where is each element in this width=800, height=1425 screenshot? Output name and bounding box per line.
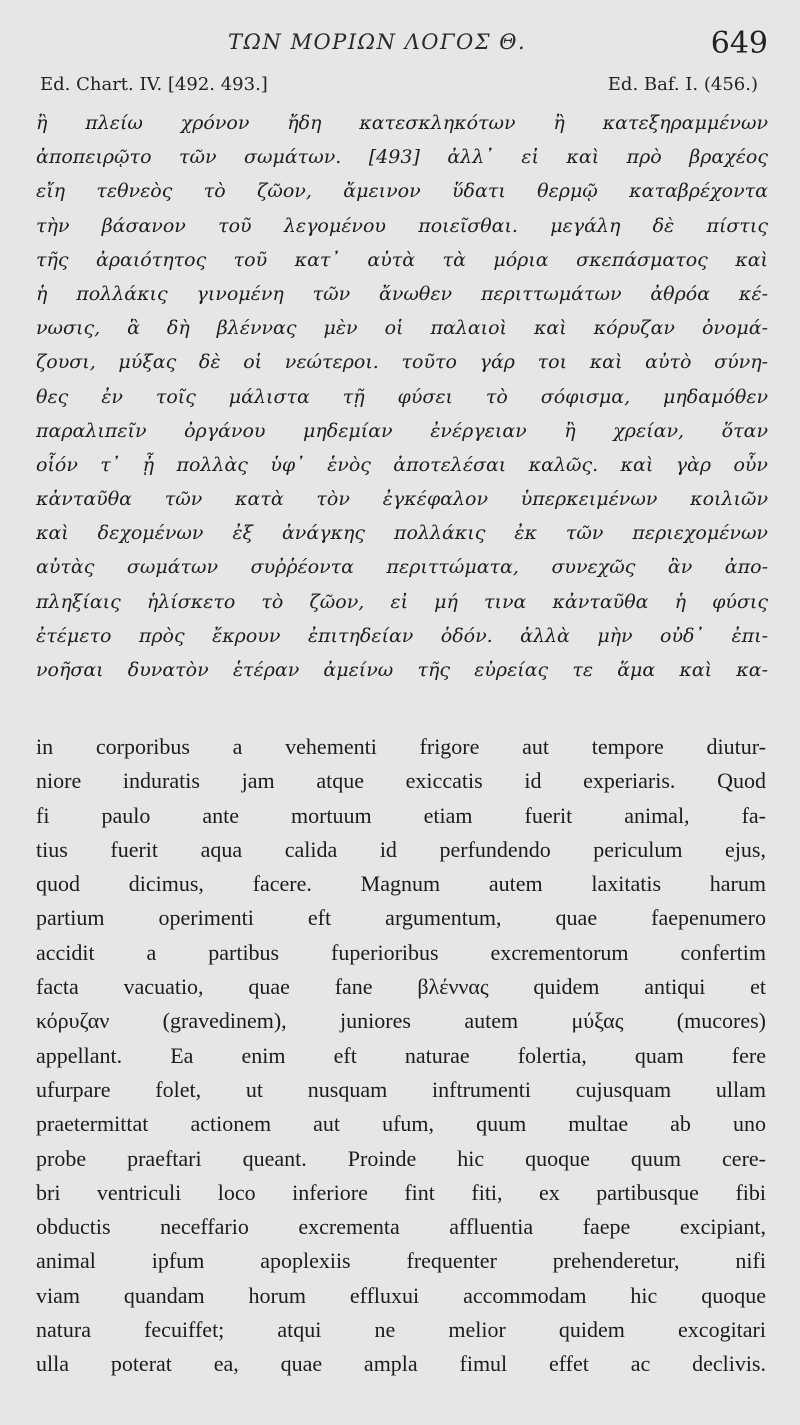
latin-line: quod dicimus, facere. Magnum autem laxitatis harum — [36, 871, 766, 897]
greek-line: οἷόν τ᾽ ᾖ πολλὰς ὑφ᾽ ἑνὸς ἀποτελέσαι καλῶς. καὶ γὰρ οὖν — [36, 453, 768, 476]
latin-line: ulla poterat ea, quae ampla fimul effet ac declivis. — [36, 1351, 766, 1377]
latin-line: animal ipfum apoplexiis frequenter prehenderetur, nifi — [36, 1248, 766, 1274]
greek-line: θες ἐν τοῖς μάλιστα τῇ φύσει τὸ σόφισμα, μηδαμόθεν — [36, 385, 768, 408]
latin-line: facta vacuatio, quae fane βλέννας quidem antiqui et — [36, 974, 766, 1000]
latin-line: probe praeftari queant. Proinde hic quoque quum cere- — [36, 1145, 766, 1171]
greek-line: τὴν βάσανον τοῦ λεγομένου ποιεῖσθαι. μεγάλη δὲ πίστις — [36, 214, 768, 237]
greek-text-block — [36, 106, 768, 687]
latin-line: fi paulo ante mortuum etiam fuerit animal, fa- — [36, 802, 766, 828]
greek-line: νοῆσαι δυνατὸν ἑτέραν ἀμείνω τῆς εὐρείας τε ἅμα καὶ κα- — [36, 659, 768, 681]
edition-basel-reference: Ed. Baf. I. (456.) — [607, 74, 758, 95]
greek-line: κἀνταῦθα τῶν κατὰ τὸν ἐγκέφαλον ὑπερκειμένων κοιλιῶν — [36, 488, 768, 511]
greek-line: ἀποπειρῷτο τῶν σωμάτων. [493] ἀλλ᾽ εἰ καὶ πρὸ βραχέος — [36, 146, 768, 169]
latin-line: viam quandam horum effluxui accommodam hic quoque — [36, 1282, 766, 1308]
latin-line: κόρυζαν (gravedinem), juniores autem μύξας (mucores) — [36, 1008, 766, 1034]
latin-line: natura fecuiffet; atqui ne melior quidem excogitari — [36, 1317, 766, 1343]
latin-line: obductis neceffario excrementa affluentia faepe excipiant, — [36, 1214, 766, 1240]
greek-line: εἴη τεθνεὸς τὸ ζῶον, ἄμεινον ὕδατι θερμῷ καταβρέχοντα — [36, 180, 768, 203]
latin-line: partium operimenti eft argumentum, quae faepenumero — [36, 905, 766, 931]
greek-line: παραλιπεῖν ὀργάνου μηδεμίαν ἐνέργειαν ἢ χρείαν, ὅταν — [36, 419, 768, 442]
latin-line: ufurpare folet, ut nusquam inftrumenti cujusquam ullam — [36, 1076, 766, 1102]
edition-references — [0, 74, 800, 102]
latin-line: appellant. Ea enim eft naturae folertia, quam fere — [36, 1042, 766, 1068]
edition-chart-reference: Ed. Chart. IV. [492. 493.] — [40, 74, 268, 95]
greek-line: καὶ δεχομένων ἐξ ἀνάγκης πολλάκις ἐκ τῶν περιεχομένων — [36, 522, 768, 545]
page-number: 649 — [710, 26, 768, 61]
latin-line: praetermittat actionem aut ufum, quum multae ab uno — [36, 1111, 766, 1137]
latin-text-block — [36, 730, 766, 1382]
greek-line: ζουσι, μύξας δὲ οἱ νεώτεροι. τοῦτο γάρ τοι καὶ αὐτὸ σύνη- — [36, 351, 768, 374]
greek-line: νωσις, ἃ δὴ βλέννας μὲν οἱ παλαιοὶ καὶ κόρυζαν ὀνομά- — [36, 317, 768, 340]
greek-line: πληξίαις ἡλίσκετο τὸ ζῶον, εἰ μή τινα κἀνταῦθα ἡ φύσις — [36, 590, 768, 613]
greek-line: τῆς ἀραιότητος τοῦ κατ᾽ αὐτὰ τὰ μόρια σκεπάσματος καὶ — [36, 248, 768, 271]
running-head — [0, 26, 800, 66]
latin-line: niore induratis jam atque exiccatis id experiaris. Quod — [36, 768, 766, 794]
greek-line: ἢ πλείω χρόνον ἤδη κατεσκληκότων ἢ κατεξηραμμένων — [36, 112, 768, 134]
latin-line: bri ventriculi loco inferiore fint fiti, ex partibusque fibi — [36, 1179, 766, 1205]
latin-line: in corporibus a vehementi frigore aut tempore diutur- — [36, 734, 766, 759]
latin-line: accidit a partibus fuperioribus excrementorum confertim — [36, 939, 766, 965]
greek-line: ἡ πολλάκις γινομένη τῶν ἄνωθεν περιττωμάτων ἀθρόα κέ- — [36, 282, 768, 305]
latin-line: tius fuerit aqua calida id perfundendo periculum ejus, — [36, 836, 766, 862]
greek-line: αὐτὰς σωμάτων συῤῥέοντα περιττώματα, συνεχῶς ἂν ἀπο- — [36, 556, 768, 579]
greek-line: ἐτέμετο πρὸς ἔκρουν ἐπιτηδείαν ὁδόν. ἀλλὰ μὴν οὐδ᾽ ἐπι- — [36, 624, 768, 647]
running-title: ΤΩΝ ΜΟΡΙΩΝ ΛΟΓΟΣ Θ. — [228, 30, 527, 54]
